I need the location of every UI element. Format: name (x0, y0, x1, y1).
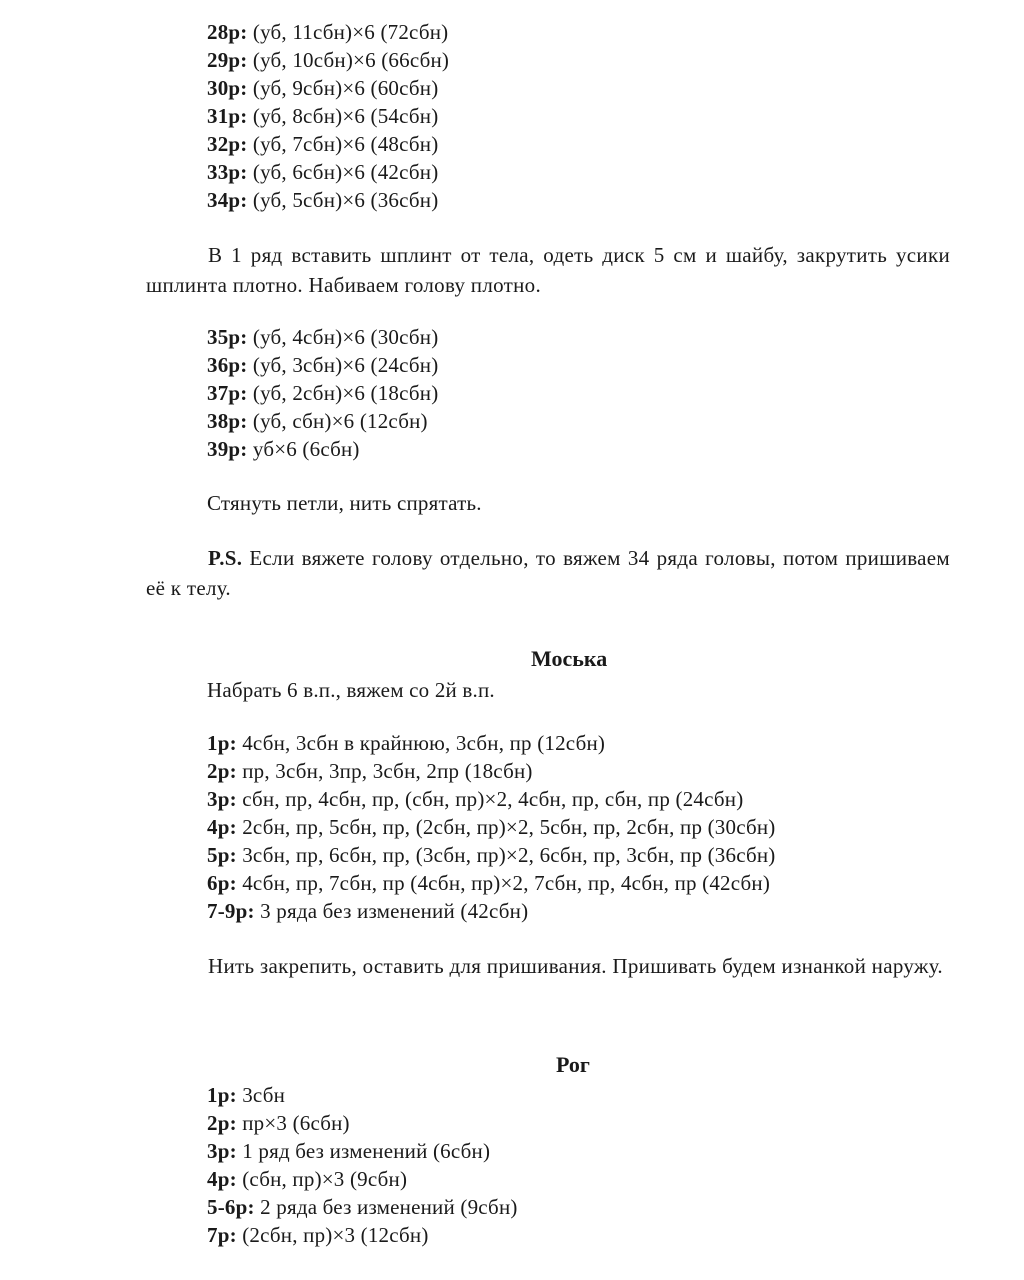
muzzle-row-7-9: 7-9р: 3 ряда без изменений (42сбн) (207, 899, 529, 923)
row-29: 29р: (уб, 10сбн)×6 (66сбн) (207, 48, 450, 72)
muzzle-row-4: 4р: 2сбн, пр, 5сбн, пр, (2сбн, пр)×2, 5сбн, пр, 2сбн, пр (30сбн) (207, 815, 776, 839)
row-32: 32р: (уб, 7сбн)×6 (48сбн) (207, 132, 439, 156)
row-30: 30р: (уб, 9сбн)×6 (60сбн) (207, 76, 439, 100)
muzzle-row-2: 2р: пр, 3сбн, 3пр, 3сбн, 2пр (18сбн) (207, 759, 533, 783)
horn-row-5-6: 5-6р: 2 ряда без изменений (9сбн) (207, 1195, 518, 1219)
horn-row-2: 2р: пр×3 (6сбн) (207, 1111, 350, 1135)
row-39: 39р: уб×6 (6сбн) (207, 437, 360, 461)
muzzle-row-1: 1р: 4сбн, 3сбн в крайнюю, 3сбн, пр (12сбн) (207, 731, 606, 755)
row-31: 31р: (уб, 8сбн)×6 (54сбн) (207, 104, 439, 128)
insert-note: В 1 ряд вставить шплинт от тела, одеть диск 5 см и шайбу, закрутить усики шплинта плотно. Набиваем голову плотно. (146, 243, 950, 297)
muzzle-note: Нить закрепить, оставить для пришивания. Пришивать будем изнанкой наружу. (208, 954, 943, 978)
muzzle-row-3: 3р: сбн, пр, 4сбн, пр, (сбн, пр)×2, 4сбн, пр, сбн, пр (24сбн) (207, 787, 744, 811)
horn-row-7: 7р: (2сбн, пр)×3 (12сбн) (207, 1223, 429, 1247)
row-28: 28р: (уб, 11сбн)×6 (72сбн) (207, 20, 449, 44)
muzzle-intro: Набрать 6 в.п., вяжем со 2й в.п. (207, 678, 495, 702)
row-38: 38р: (уб, сбн)×6 (12сбн) (207, 409, 428, 433)
horn-row-4: 4р: (сбн, пр)×3 (9сбн) (207, 1167, 408, 1191)
row-37: 37р: (уб, 2сбн)×6 (18сбн) (207, 381, 439, 405)
horn-row-3: 3р: 1 ряд без изменений (6сбн) (207, 1139, 491, 1163)
row-34: 34р: (уб, 5сбн)×6 (36сбн) (207, 188, 439, 212)
row-36: 36р: (уб, 3сбн)×6 (24сбн) (207, 353, 439, 377)
horn-title: Рог (556, 1052, 590, 1077)
row-35: 35р: (уб, 4сбн)×6 (30сбн) (207, 325, 439, 349)
muzzle-title: Моська (531, 646, 608, 671)
tighten-note: Стянуть петли, нить спрятать. (207, 491, 482, 515)
horn-row-1: 1р: 3сбн (207, 1083, 286, 1107)
ps-note: P.S. Если вяжете голову отдельно, то вяжем 34 ряда головы, потом пришиваем её к телу. (146, 546, 950, 600)
muzzle-row-6: 6р: 4сбн, пр, 7сбн, пр (4сбн, пр)×2, 7сбн, пр, 4сбн, пр (42сбн) (207, 871, 771, 895)
muzzle-row-5: 5р: 3сбн, пр, 6сбн, пр, (3сбн, пр)×2, 6сбн, пр, 3сбн, пр (36сбн) (207, 843, 776, 867)
row-33: 33р: (уб, 6сбн)×6 (42сбн) (207, 160, 439, 184)
